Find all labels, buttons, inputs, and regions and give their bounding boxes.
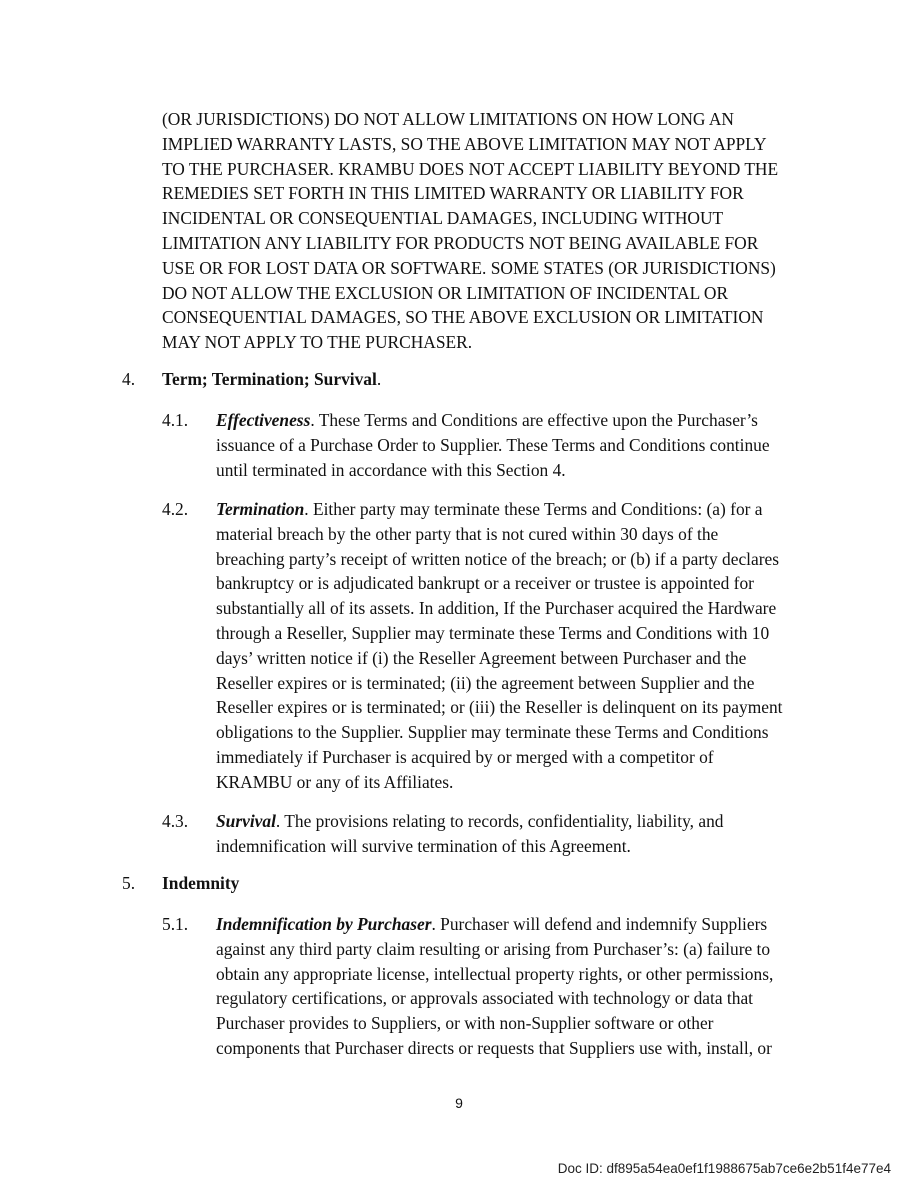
intro-line: CONSEQUENTIAL DAMAGES, SO THE ABOVE EXCLUSION OR LIMITATION xyxy=(162,307,764,328)
section-5-number: 5. xyxy=(122,873,136,893)
clause-4-3-number: 4.3. xyxy=(162,811,189,831)
clause-5-1-text xyxy=(216,912,816,1061)
clause-line: issuance of a Purchase Order to Supplier. These Terms and Conditions continue xyxy=(216,434,770,455)
section-4-title: Term; Termination; Survival xyxy=(162,369,377,389)
clause-line: indemnification will survive termination of this Agreement. xyxy=(216,835,631,856)
intro-line: LIMITATION ANY LIABILITY FOR PRODUCTS NOT BEING AVAILABLE FOR xyxy=(162,232,759,253)
clause-4-3-lead: Survival xyxy=(216,811,276,831)
page-number: 9 xyxy=(455,1095,463,1111)
clause-line: Reseller expires or is terminated; (ii) the agreement between Supplier and the xyxy=(216,672,755,693)
clause-line: bankruptcy or is adjudicated bankrupt or a receiver or trustee is appointed for xyxy=(216,573,754,594)
clause-4-2-first-rest: . Either party may terminate these Terms and Conditions: (a) for a xyxy=(304,499,763,519)
clause-line: days’ written notice if (i) the Reseller Agreement between Purchaser and the xyxy=(216,647,747,668)
clause-4-1-number: 4.1. xyxy=(162,410,189,430)
clause-line: against any third party claim resulting or arising from Purchaser’s: (a) failure to xyxy=(216,938,771,959)
clause-line: Purchaser provides to Suppliers, or with non-Supplier software or other xyxy=(216,1013,714,1034)
clause-line: regulatory certifications, or approvals associated with technology or data that xyxy=(216,988,753,1009)
intro-line: DO NOT ALLOW THE EXCLUSION OR LIMITATION OF INCIDENTAL OR xyxy=(162,282,729,303)
clause-line: Reseller expires or is terminated; or (iii) the Reseller is delinquent on its payment xyxy=(216,697,783,718)
clause-5-1-first-rest: . Purchaser will defend and indemnify Suppliers xyxy=(431,914,768,934)
clause-line: obtain any appropriate license, intellectual property rights, or other permissions, xyxy=(216,963,774,984)
clause-4-1-lead: Effectiveness xyxy=(216,410,311,430)
clause-4-3-first-rest: . The provisions relating to records, confidentiality, liability, and xyxy=(275,811,724,831)
clause-4-2-number: 4.2. xyxy=(162,499,189,519)
intro-line: (OR JURISDICTIONS) DO NOT ALLOW LIMITATIONS ON HOW LONG AN xyxy=(162,109,734,129)
clause-4-1-first-rest: . These Terms and Conditions are effective upon the Purchaser’s xyxy=(310,410,758,430)
intro-line: USE OR FOR LOST DATA OR SOFTWARE. SOME STATES (OR JURISDICTIONS) xyxy=(162,257,776,278)
clause-5-1-lead: Indemnification by Purchaser xyxy=(216,914,432,934)
section-4-number: 4. xyxy=(122,369,136,389)
clause-first-line xyxy=(216,912,816,937)
clause-line: immediately if Purchaser is acquired by or merged with a competitor of xyxy=(216,746,714,767)
clause-5-1-number: 5.1. xyxy=(162,914,189,934)
intro-line: TO THE PURCHASER. KRAMBU DOES NOT ACCEPT LIABILITY BEYOND THE xyxy=(162,158,779,179)
clause-line: material breach by the other party that is not cured within 30 days of the xyxy=(216,523,719,544)
clause-line: substantially all of its assets. In addition, If the Purchaser acquired the Hardware xyxy=(216,598,777,619)
intro-paragraph xyxy=(162,107,852,355)
clause-4-1-text xyxy=(216,408,816,482)
section-4-heading xyxy=(162,369,381,390)
clause-4-3-text xyxy=(216,809,816,859)
clause-first-line xyxy=(216,497,816,522)
clause-first-line xyxy=(216,408,816,433)
intro-line: IMPLIED WARRANTY LASTS, SO THE ABOVE LIMITATION MAY NOT APPLY xyxy=(162,133,767,154)
clause-line: until terminated in accordance with this Section 4. xyxy=(216,459,566,480)
intro-line: MAY NOT APPLY TO THE PURCHASER. xyxy=(162,332,473,353)
clause-4-2-text xyxy=(216,497,816,795)
clause-line: through a Reseller, Supplier may terminate these Terms and Conditions with 10 xyxy=(216,622,770,643)
clause-first-line xyxy=(216,809,816,834)
intro-line: INCIDENTAL OR CONSEQUENTIAL DAMAGES, INCLUDING WITHOUT xyxy=(162,208,724,229)
section-4-title-end: . xyxy=(376,369,382,389)
clause-line: obligations to the Supplier. Supplier may terminate these Terms and Conditions xyxy=(216,722,769,743)
clause-line: breaching party’s receipt of written notice of the breach; or (b) if a party declares xyxy=(216,548,780,569)
clause-line: components that Purchaser directs or requests that Suppliers use with, install, or xyxy=(216,1037,772,1058)
clause-4-2-lead: Termination xyxy=(216,499,305,519)
intro-line: REMEDIES SET FORTH IN THIS LIMITED WARRANTY OR LIABILITY FOR xyxy=(162,183,744,204)
doc-id: Doc ID: df895a54ea0ef1f1988675ab7ce6e2b51f4e77e4 xyxy=(557,1161,891,1176)
clause-line: KRAMBU or any of its Affiliates. xyxy=(216,771,454,792)
section-5-title: Indemnity xyxy=(162,873,240,893)
